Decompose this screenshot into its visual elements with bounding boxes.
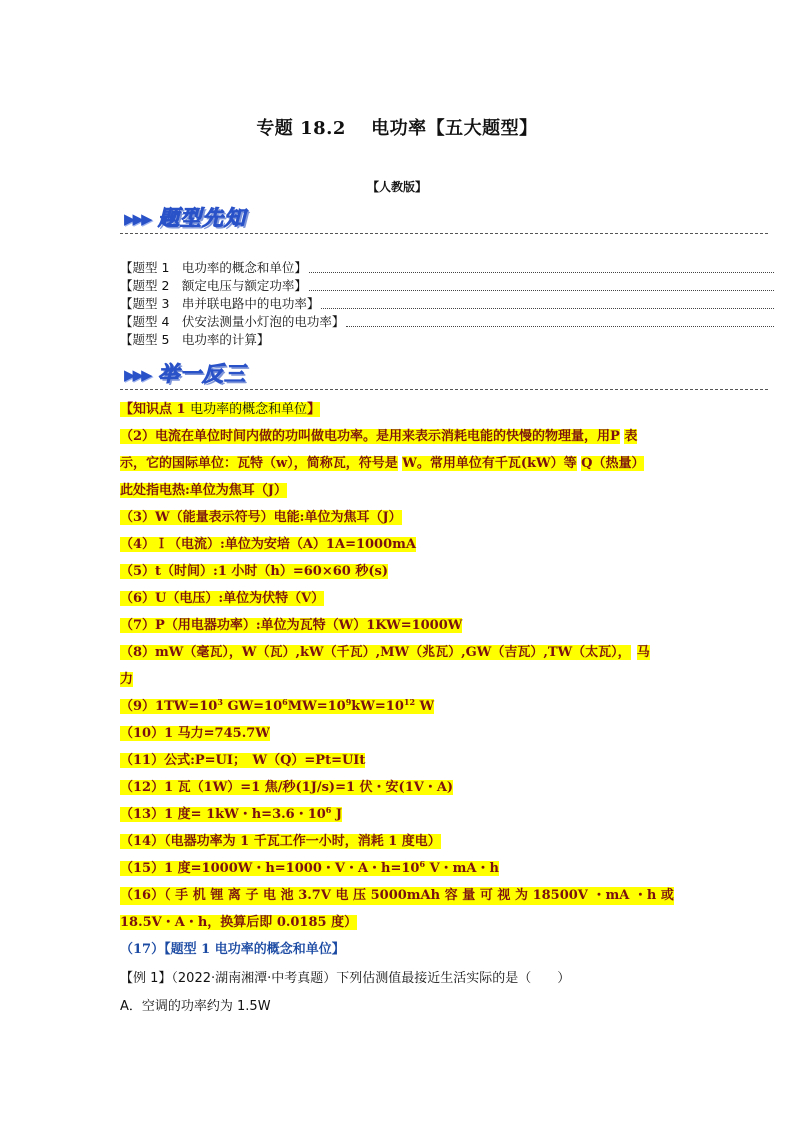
justified-word: ・h [633, 888, 657, 903]
toc-leader [321, 307, 774, 309]
justified-word: 5000mAh [370, 888, 441, 903]
toc-leader [346, 325, 774, 327]
knowledge-line-6: （6）U（电压）:单位为伏特（V） [120, 591, 325, 606]
toc-item[interactable]: 【题型 3 串并联电路中的电功率】 [120, 295, 774, 313]
justified-word: 电 [335, 888, 349, 903]
knowledge-line-16a [120, 887, 680, 905]
table-of-contents [120, 259, 774, 349]
toc-item[interactable]: 【题型 5 电功率的计算】 [120, 332, 270, 347]
justified-word: （16）（ [120, 888, 171, 903]
justified-word: 离 [227, 888, 241, 903]
justified-line [120, 887, 674, 905]
knowledge-line-14: （14）（电器功率为 1 千瓦工作一小时，消耗 1 度电） [120, 834, 441, 849]
justified-word: 子 [245, 888, 259, 903]
knowledge-line-9: $(9)1TW=10^3$ $GW=10^6MW=10^9kW=10^{12}$ W [120, 697, 435, 714]
justified-word: 或 [660, 888, 674, 903]
example-question: 【例 1】（2022·湖南湘潭·中考真题）下列估测值最接近生活实际的是（ ） [120, 971, 571, 986]
triple-arrow-icon: ▶▶▶ [124, 366, 150, 384]
justified-word: 池 [280, 888, 294, 903]
justified-word: 视 [497, 888, 511, 903]
knowledge-line-16b: 18.5V・A・h，换算后即 0.0185 度） [120, 915, 358, 930]
justified-word: 电 [263, 888, 277, 903]
toc-item[interactable]: 【题型 4 伏安法测量小灯泡的电功率】 [120, 313, 774, 331]
justified-word: 可 [479, 888, 493, 903]
justified-word: 机 [192, 888, 206, 903]
section-banner-examples [120, 356, 768, 390]
section-title: 题型先知 [158, 205, 246, 230]
section-divider [120, 389, 768, 390]
knowledge-line-17: （17）【题型 1 电功率的概念和单位】 [120, 942, 345, 957]
knowledge-line-10: （10）1 马力=745.7W [120, 726, 270, 741]
justified-word: 18500V [532, 888, 588, 903]
knowledge-heading: 【知识点 1 电功率的概念和单位】 [120, 402, 321, 417]
knowledge-line-4: （4）Ｉ（电流）:单位为安培（A）1A=1000mA [120, 537, 416, 552]
toc-item[interactable]: 【题型 1 电功率的概念和单位】 [120, 259, 774, 277]
toc-leader [309, 289, 774, 291]
justified-word: ・mA [592, 888, 630, 903]
knowledge-line-15: （15）1 度=1000W・h=1000・V・A・$h=10^6$ V・mA・h [120, 859, 499, 876]
triple-arrow-icon: ▶▶▶ [124, 210, 150, 228]
knowledge-line-13: （13）1 度= 1kW・h=3.6・$10^6$ J [120, 805, 343, 822]
example-option-a: A．空调的功率约为 1.5W [120, 999, 271, 1014]
section-title: 举一反三 [158, 361, 246, 386]
justified-word: 3.7V [298, 888, 331, 903]
knowledge-line-7: （7）P（用电器功率）:单位为瓦特（W）1KW=1000W [120, 618, 463, 633]
justified-word: 为 [514, 888, 528, 903]
knowledge-line-8b: 力 [120, 672, 134, 687]
knowledge-line-11: （11）公式:P=UⅠ； W（Q）=Pt=UⅠt [120, 753, 366, 768]
toc-leader [309, 271, 774, 273]
knowledge-line-3: （3）W（能量表示符号）电能:单位为焦耳（J） [120, 510, 402, 525]
knowledge-line-2c: 此处指电热:单位为焦耳（J） [120, 483, 287, 498]
knowledge-line-2a: （2）电流在单位时间内做的功叫做电功率。是用来表示消耗电能的快慢的物理量，用P 表 [120, 429, 638, 444]
knowledge-line-8a: （8）mW（毫瓦），W（瓦）,kW（千瓦）,MW（兆瓦）,GW（吉瓦）,TW（太瓦）， 马 [120, 645, 650, 660]
section-divider [120, 233, 768, 234]
toc-item[interactable]: 【题型 2 额定电压与额定功率】 [120, 277, 774, 295]
knowledge-line-12: （12）1 瓦（1W）=1 焦/秒(1J/s)=1 伏・安(1V・A) [120, 780, 454, 795]
edition-label: 【人教版】 [366, 180, 427, 194]
section-banner-question-types [120, 200, 768, 234]
justified-word: 手 [175, 888, 189, 903]
justified-word: 容 [444, 888, 458, 903]
knowledge-line-5: （5）t（时间）:1 小时（h）=60×60 秒(s) [120, 564, 388, 579]
justified-word: 压 [353, 888, 367, 903]
knowledge-line-2b: 示，它的国际单位：瓦特（w），简称瓦，符号是 W。常用单位有千瓦(kW）等 Q（热量） [120, 456, 645, 471]
justified-word: 量 [462, 888, 476, 903]
page-title: 专题 18.2 电功率【五大题型】 [256, 118, 538, 139]
justified-word: 锂 [210, 888, 224, 903]
